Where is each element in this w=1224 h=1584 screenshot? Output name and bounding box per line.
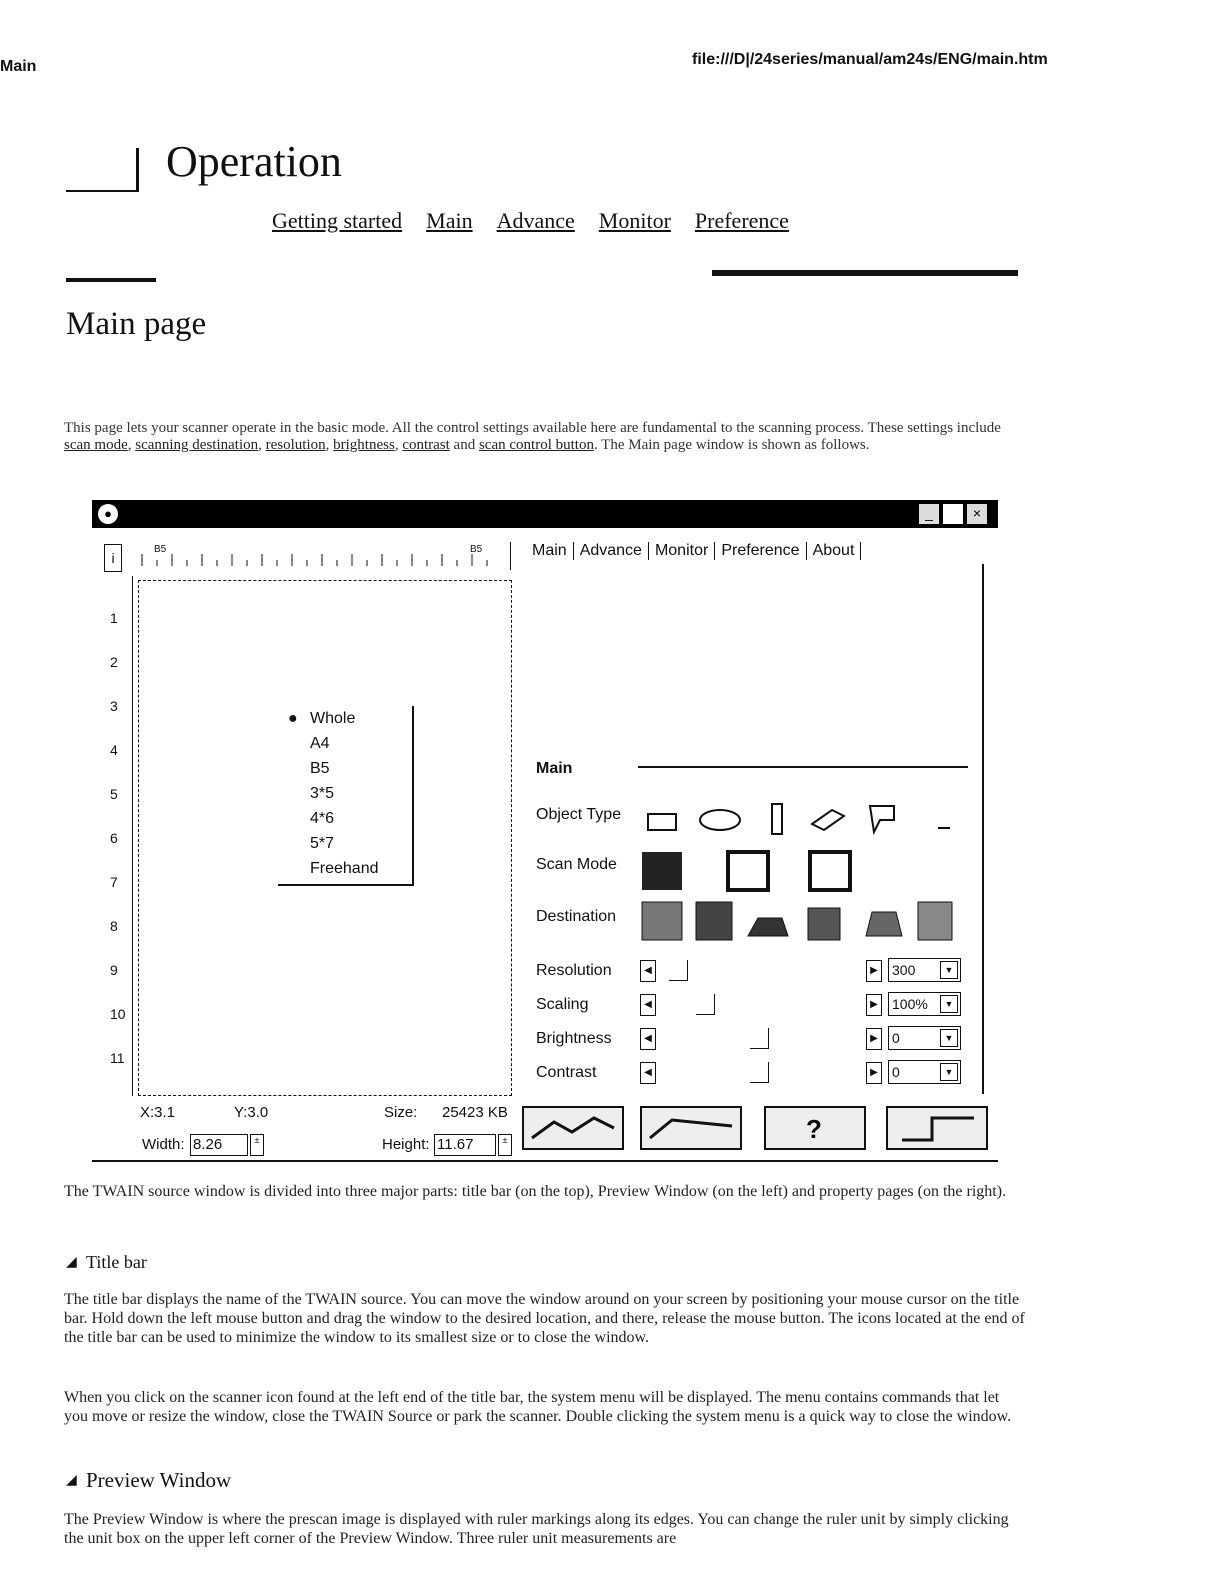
brightness-select[interactable] (888, 1026, 961, 1050)
divider (712, 270, 1018, 276)
nav-main[interactable]: Main (426, 208, 473, 233)
scaling-row (536, 994, 966, 1024)
scan-mode-label: Scan Mode (536, 856, 617, 873)
ruler-number: 6 (110, 830, 118, 846)
right-arrow-icon[interactable]: ▶ (866, 1062, 882, 1084)
menu-item-5x7[interactable]: 5*7 (310, 835, 335, 852)
slider-group (536, 960, 966, 1100)
fax-icon (696, 902, 732, 940)
ruler-left (110, 576, 133, 1096)
display-icon (642, 902, 682, 940)
left-arrow-icon[interactable]: ◀ (640, 1028, 656, 1050)
intro-text: , (394, 437, 403, 453)
chevron-down-icon[interactable]: ▼ (940, 1029, 958, 1047)
intro-text: , (258, 437, 266, 453)
preview-window-heading: Preview Window (86, 1468, 232, 1492)
slide-icon (772, 804, 782, 834)
title-bar-heading: Title bar (86, 1252, 147, 1272)
ruler-number: 11 (110, 1050, 125, 1066)
x-coordinate: X:3.1 (140, 1104, 176, 1121)
destination-icons (638, 898, 968, 944)
ruler-number: 2 (110, 654, 118, 670)
resolution-select[interactable] (888, 958, 961, 982)
exit-icon (888, 1108, 986, 1148)
preview-window-paragraph: The Preview Window is where the prescan image is displayed with ruler markings along its edges. You can change the ruler unit by simply clicking the unit box on the upper left corner of the Preview Window. Three ruler unit measurements are (64, 1511, 1009, 1547)
menu-item-3x5[interactable]: 3*5 (310, 785, 335, 802)
brightness-value: 0 (892, 1030, 900, 1046)
contrast-row (536, 1062, 966, 1092)
slider-thumb[interactable] (750, 1028, 769, 1049)
link-resolution[interactable]: resolution (265, 437, 326, 453)
reflective-icon (648, 814, 676, 830)
width-label: Width: (142, 1136, 185, 1153)
resolution-slider[interactable] (660, 960, 860, 982)
right-arrow-icon[interactable]: ▶ (866, 960, 882, 982)
tab-monitor[interactable]: Monitor (649, 542, 715, 560)
exit-button[interactable] (886, 1106, 988, 1150)
resolution-label: Resolution (536, 962, 612, 979)
panel-border (982, 564, 984, 1094)
size-value: 25423 KB (442, 1104, 508, 1121)
left-arrow-icon[interactable]: ◀ (640, 960, 656, 982)
title-bar-paragraph-2: When you click on the scanner icon found at the left end of the title bar, the system menu will be displayed. The menu contains commands that let you move or resize the window, close the TWAIN Source or park the scanner. Double clicking the system menu is a quick way to close the window. (64, 1389, 1012, 1425)
contrast-value: 0 (892, 1064, 900, 1080)
menu-item-4x6[interactable]: 4*6 (310, 810, 335, 827)
page-title: Operation (166, 137, 342, 186)
title-bar-paragraph-1: The title bar displays the name of the TWAIN source. You can move the window around on your screen by positioning your mouse cursor on the title bar. Hold down the left mouse button and drag the window to the desired location, and there, release the mouse button. The icons located at the end of the title bar can be used to minimize the window to its smallest size or to close the window. (64, 1291, 1025, 1346)
contrast-label: Contrast (536, 1064, 597, 1081)
nav-advance[interactable]: Advance (496, 208, 575, 233)
color-mode-icon (642, 852, 682, 890)
height-field[interactable]: 11.67 (434, 1134, 496, 1156)
right-arrow-icon[interactable]: ▶ (866, 1028, 882, 1050)
brightness-label: Brightness (536, 1030, 612, 1047)
bw-mode-icon (810, 852, 850, 890)
printer-icon (748, 918, 788, 936)
link-scan-control-button[interactable]: scan control button (478, 437, 594, 453)
ruler-label: B5 (470, 544, 483, 555)
height-spinner-icon[interactable]: ± (498, 1134, 512, 1156)
preview-button[interactable] (522, 1106, 624, 1150)
intro-text: , (325, 437, 334, 453)
ruler-number: 4 (110, 742, 118, 758)
tab-advance[interactable]: Advance (574, 542, 649, 560)
right-arrow-icon[interactable]: ▶ (866, 994, 882, 1016)
twain-window (92, 500, 998, 1162)
destination-label: Destination (536, 908, 617, 925)
brightness-slider[interactable] (660, 1028, 860, 1050)
intro-text: and (449, 437, 479, 453)
scan-mode-icons (640, 848, 860, 894)
ruler-number: 7 (110, 874, 118, 890)
nav-monitor[interactable]: Monitor (598, 208, 671, 233)
y-coordinate: Y:3.0 (234, 1104, 269, 1121)
left-arrow-icon[interactable]: ◀ (640, 994, 656, 1016)
left-arrow-icon[interactable]: ◀ (640, 1062, 656, 1084)
maximize-icon (942, 503, 964, 525)
tab-about[interactable]: About (807, 542, 862, 560)
top-nav (272, 208, 789, 234)
contrast-slider[interactable] (660, 1062, 860, 1084)
scan-icon (642, 1108, 740, 1148)
title-bar[interactable] (92, 500, 998, 528)
ruler-number: 5 (110, 786, 118, 802)
divider (66, 278, 156, 282)
link-scanning-destination[interactable]: scanning destination (135, 437, 259, 453)
brightness-row (536, 1028, 966, 1058)
width-field[interactable]: 8.26 (190, 1134, 248, 1156)
ruler-number: 10 (110, 1006, 126, 1022)
menu-item-whole[interactable]: Whole (310, 710, 356, 727)
group-divider (638, 766, 968, 768)
menu-item-b5[interactable]: B5 (310, 760, 330, 777)
chevron-down-icon[interactable]: ▼ (940, 995, 958, 1013)
minimize-icon[interactable]: _ (918, 503, 940, 525)
ruler-number: 9 (110, 962, 118, 978)
help-button[interactable] (764, 1106, 866, 1150)
help-icon (766, 1108, 864, 1148)
nav-preference[interactable]: Preference (694, 208, 789, 233)
section-heading: Main page (66, 306, 207, 342)
scaling-label: Scaling (536, 996, 589, 1013)
preview-icon (524, 1108, 622, 1148)
object-type-label: Object Type (536, 806, 622, 823)
chevron-down-icon[interactable]: ▼ (940, 1063, 958, 1081)
chevron-down-icon[interactable]: ▼ (940, 961, 958, 979)
scaling-slider[interactable] (660, 994, 860, 1016)
intro-text: . The Main page window is shown as follows. (593, 437, 870, 453)
close-icon[interactable]: × (966, 503, 988, 525)
scanner-icon[interactable]: ● (98, 504, 118, 524)
slider-thumb[interactable] (669, 960, 688, 981)
ocr-icon (808, 908, 840, 940)
selected-bullet-icon: ● (288, 710, 298, 727)
scaling-value: 100% (892, 996, 928, 1012)
header-url: file:///D|/24series/manual/am24s/ENG/main.htm (692, 51, 1048, 68)
contrast-select[interactable] (888, 1060, 961, 1084)
tab-main[interactable]: Main (526, 542, 574, 560)
bullet-icon: ◢ (66, 1255, 77, 1270)
nav-getting-started[interactable]: Getting started (272, 208, 403, 233)
slider-thumb[interactable] (696, 994, 715, 1015)
header-left: Main (0, 58, 37, 75)
main-group-label: Main (536, 760, 573, 777)
svg-text:?: ? (806, 1114, 822, 1144)
menu-item-a4[interactable]: A4 (310, 735, 330, 752)
link-brightness[interactable]: brightness (333, 437, 395, 453)
ruler-number: 3 (110, 698, 118, 714)
size-label: Size: (384, 1104, 418, 1121)
photo-icon (812, 810, 844, 830)
bullet-icon: ◢ (66, 1473, 77, 1488)
document-icon (870, 806, 894, 832)
title-decoration (66, 148, 139, 192)
gray-mode-icon (728, 852, 768, 890)
ruler-number: 1 (110, 610, 118, 626)
email-icon (866, 912, 902, 936)
scaling-select[interactable] (888, 992, 961, 1016)
size-menu (278, 706, 414, 886)
link-contrast[interactable]: contrast (402, 437, 450, 453)
resolution-value: 300 (892, 962, 916, 978)
unit-box[interactable]: i (104, 544, 122, 572)
property-tabs (526, 542, 861, 560)
scan-button[interactable] (640, 1106, 742, 1150)
ruler-number: 8 (110, 918, 118, 934)
ruler-top (134, 542, 511, 570)
resolution-row (536, 960, 966, 990)
negative-icon (700, 810, 740, 830)
tab-preference[interactable]: Preference (715, 542, 806, 560)
ruler-ticks (134, 542, 510, 570)
object-type-icons (642, 800, 962, 840)
link-scan-mode[interactable]: scan mode (64, 437, 128, 453)
intro-text: , (127, 437, 136, 453)
width-spinner-icon[interactable]: ± (250, 1134, 264, 1156)
menu-item-freehand[interactable]: Freehand (310, 860, 379, 877)
intro-text: This page lets your scanner operate in the basic mode. All the control settings available here are fundamental to the scanning process. These settings include (64, 420, 1001, 436)
body-paragraph: The TWAIN source window is divided into three major parts: title bar (on the top), Preview Window (on the left) and property pages (on the right). (64, 1183, 1007, 1200)
height-label: Height: (382, 1136, 430, 1153)
slider-thumb[interactable] (750, 1062, 769, 1083)
file-icon (918, 902, 952, 940)
intro-paragraph (64, 420, 1008, 454)
ruler-label: B5 (154, 544, 167, 555)
